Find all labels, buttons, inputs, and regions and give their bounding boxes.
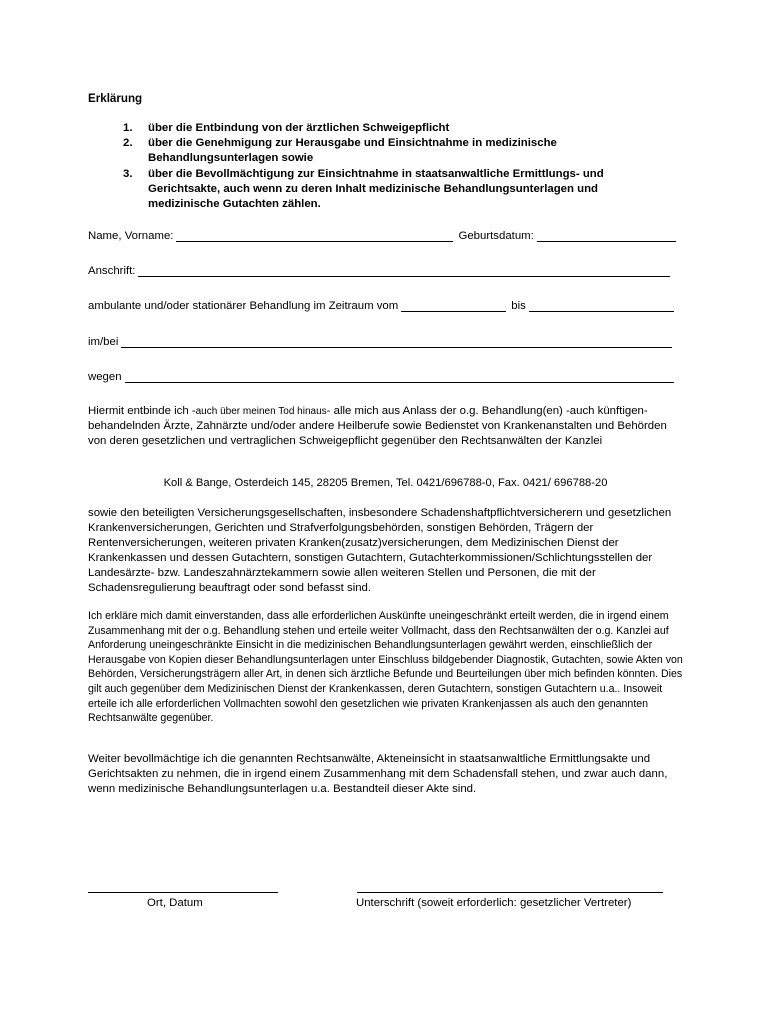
declaration-list [123, 121, 663, 212]
treatment-label: ambulante und/oder stationärer Behandlung im Zeitraum vom [88, 300, 399, 312]
wegen-blank-line[interactable] [125, 370, 674, 383]
signature-line[interactable] [357, 892, 663, 893]
address-blank-line[interactable] [138, 264, 670, 277]
birthdate-blank-line[interactable] [537, 229, 676, 242]
treatment-period-row [88, 296, 674, 312]
place-date-signature-line[interactable] [88, 892, 278, 893]
imbei-blank-line[interactable] [121, 335, 672, 348]
birthdate-label: Geburtsdatum: [458, 230, 534, 242]
wegen-label: wegen [88, 371, 122, 383]
list-number: 2. [123, 137, 133, 150]
wegen-row [88, 367, 674, 383]
document-title: Erklärung [88, 92, 143, 105]
name-birthdate-row [88, 226, 676, 242]
list-item [123, 136, 663, 166]
list-item [123, 167, 663, 213]
law-firm-address: Koll & Bange, Osterdeich 145, 28205 Bremen, Tel. 0421/696788-0, Fax. 0421/ 696788-20 [163, 477, 608, 489]
list-text: über die Bevollmächtigung zur Einsichtnahme in staatsanwaltliche Ermittlungs- und Gerichtsakte, auch wenn zu deren Inhalt medizinische Behandlungsunterlagen und medizinische Gutachten zählen. [148, 167, 604, 211]
list-number: 1. [123, 122, 133, 134]
name-blank-line[interactable] [176, 229, 453, 242]
imbei-row [88, 332, 672, 348]
recipients-paragraph: sowie den beteiligten Versicherungsgesellschaften, insbesondere Schadenshaftpflichtversicherern und gesetzlichen Krankenversicherungen, Gerichten und Strafverfolgungsbehörden, sonstigen Behörden, Trägern der Rentenversicherungen, weiteren privaten Kranken(zusatz)versicherungen, dem Medizinischen Dienst der Krankenkassen und dessen Gutachtern, sonstigen Gutachtern, Gutachterkommissionen/Schlichtungsstellen der Landesärzte- bzw. Landeszahnärztekammern sowie allen weiteren Stellen und Personen, die mit der Schadensregulierung beauftragt oder sond befasst sind. [88, 507, 672, 595]
address-row [88, 261, 670, 277]
name-label: Name, Vorname: [88, 230, 174, 242]
signature-label: Unterschrift (soweit erforderlich: gesetzlicher Vertreter) [356, 897, 632, 909]
bis-label: bis [511, 300, 526, 312]
period-to-blank-line[interactable] [529, 299, 674, 312]
power-of-attorney-paragraph: Weiter bevollmächtige ich die genannten Rechtsanwälte, Akteneinsicht in staatsanwaltliche Ermittlungsakte und Gerichtsakten zu nehmen, die in irgend einem Zusammenhang mit dem Schadensfall stehen, und zwar auch dann, wenn medizinische Behandlungsunterlagen u.a. Bestandteil dieser Akte sind. [88, 753, 668, 796]
list-text: über die Entbindung von der ärztlichen Schweigepflicht [148, 122, 450, 134]
imbei-label: im/bei [88, 336, 119, 348]
list-text: über die Genehmigung zur Herausgabe und Einsichtnahme in medizinische Behandlungsunterlagen sowie [148, 137, 557, 165]
place-date-label: Ort, Datum [147, 897, 203, 909]
address-label: Anschrift: [88, 265, 136, 277]
small-inline-note: auch über meinen Tod hinaus [195, 406, 327, 417]
list-item [123, 121, 663, 136]
release-paragraph: Hiermit entbinde ich -auch über meinen Tod hinaus- alle mich aus Anlass der o.g. Behandlung(en) -auch künftigen- behandelnden Ärzte, Zahnärzte und/oder andere Heilberufe sowie Bedienstet von Krankenanstalten und Behörden von deren gesetzlichen und vertraglichen Schweigepflicht gegenüber den Rechtsanwälten der Kanzlei [88, 405, 667, 448]
list-number: 3. [123, 167, 133, 180]
period-from-blank-line[interactable] [401, 299, 506, 312]
consent-paragraph: Ich erkläre mich damit einverstanden, dass alle erforderlichen Auskünfte uneingeschränkt erteilt werden, die in irgend einem Zusammenhang mit der o.g. Behandlung stehen und erteile weiter Vollmacht, dass den Rechtsanwälten der o.g. Kanzlei auf Anforderung uneingeschränkte Einsicht in die medizinischen Behandlungsunterlagen gewährt werden, einschließlich der Herausgabe von Kopien dieser Behandlungsunterlagen unter Einschluss bildgebender Diagnostik, Gutachten, sowie Akten von Behörden, Versicherungsträgern aller Art, in denen sich ärztliche Befunde und Beurteilungen über mich befinden könnten. Dies gilt auch gegenüber dem Medizinischen Dienst der Krankenkassen, deren Gutachtern, sonstigen Gutachtern u.a.. Insoweit erteile ich alle erforderlichen Vollmachten sowohl den gesetzlichen wie privaten Krankenjassen als auch den genannten Rechtsanwälte gegenüber. [88, 610, 683, 725]
